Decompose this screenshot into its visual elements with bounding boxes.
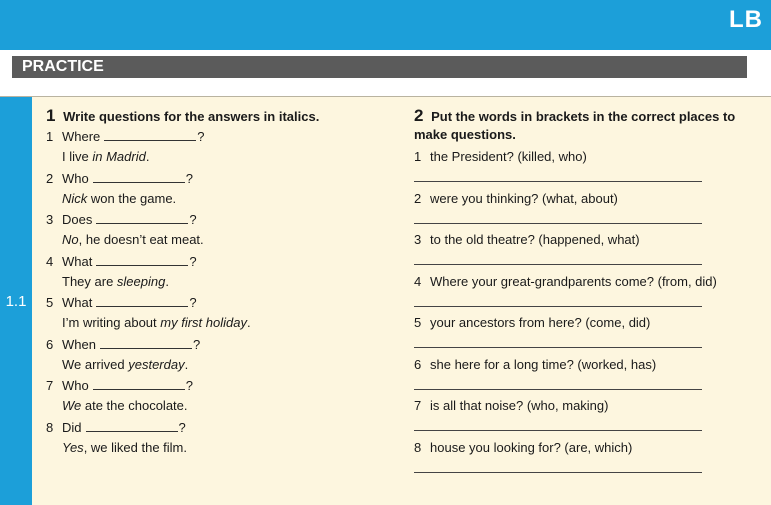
exercise-2-instruction-line2: make questions. <box>414 127 516 142</box>
answer-text-after: . <box>184 356 189 372</box>
answer-text-after: won the game. <box>87 190 177 206</box>
question-item <box>414 147 587 167</box>
exercise-2 <box>414 106 744 455</box>
item-number: 8 <box>46 419 54 435</box>
bracket-question: she here for a long time? (worked, has) <box>430 356 657 372</box>
answer-blank[interactable] <box>96 253 188 266</box>
answer-text-after: . <box>165 273 169 289</box>
question-item <box>46 127 205 147</box>
question-mark: ? <box>189 253 197 269</box>
answer-line[interactable] <box>414 389 702 390</box>
answer-text-after: ate the chocolate. <box>81 398 188 413</box>
question-mark: ? <box>192 336 201 352</box>
exercise-1-instruction: Write questions for the answers in italics. <box>63 109 320 124</box>
exercise-1-number: 1 <box>46 106 56 125</box>
question-item <box>414 355 656 375</box>
answer-text-italic: Nick <box>62 190 88 206</box>
exercise-1 <box>46 106 386 455</box>
item-number: 3 <box>46 212 54 227</box>
answer-line[interactable] <box>414 223 702 224</box>
question-mark: ? <box>178 419 186 435</box>
answer-text-after: , we liked the film. <box>83 439 188 455</box>
question-item <box>414 313 650 333</box>
answer-text-italic: in Madrid <box>92 149 146 164</box>
question-word: What <box>62 253 93 269</box>
answer-line <box>62 189 176 209</box>
question-item <box>46 210 197 230</box>
item-number: 5 <box>46 295 54 310</box>
question-item <box>414 396 608 416</box>
answer-line <box>62 313 251 333</box>
item-number: 3 <box>414 232 422 247</box>
question-item <box>414 272 717 292</box>
exercise-2-number: 2 <box>414 106 424 125</box>
item-number: 8 <box>414 439 422 455</box>
question-item <box>46 335 200 355</box>
question-word: Where <box>62 129 101 144</box>
item-number: 5 <box>414 315 422 330</box>
question-mark: ? <box>185 378 193 393</box>
bracket-question: were you thinking? (what, about) <box>430 190 618 206</box>
answer-blank[interactable] <box>93 170 185 183</box>
answer-blank[interactable] <box>96 211 188 224</box>
item-number: 2 <box>414 190 422 206</box>
answer-line <box>62 147 149 167</box>
answer-line[interactable] <box>414 306 702 307</box>
answer-text-before: I’m writing about <box>62 315 161 330</box>
question-item <box>46 418 186 438</box>
question-item <box>414 230 640 250</box>
answer-line <box>62 230 204 250</box>
exercise-1-heading <box>46 107 386 126</box>
question-item <box>414 438 632 458</box>
answer-text-before: I live <box>62 149 93 164</box>
bracket-question: your ancestors from here? (come, did) <box>430 315 651 330</box>
exercise-2-instruction-line1: Put the words in brackets in the correct places to <box>431 109 736 124</box>
answer-text-after: . <box>246 315 251 330</box>
answer-text-italic: yesterday <box>128 356 185 372</box>
item-number: 6 <box>414 356 422 372</box>
question-word: Does <box>62 212 93 227</box>
answer-line <box>62 396 188 416</box>
question-item <box>46 252 197 272</box>
answer-line[interactable] <box>414 264 702 265</box>
question-word: Who <box>62 378 89 393</box>
bracket-question: the President? (killed, who) <box>430 149 587 164</box>
item-number: 1 <box>46 129 54 144</box>
answer-line <box>62 272 169 292</box>
question-item <box>46 376 193 396</box>
question-item <box>46 169 193 189</box>
answer-text-before: We arrived <box>62 356 129 372</box>
section-title: PRACTICE <box>12 56 747 78</box>
answer-line[interactable] <box>414 472 702 473</box>
question-mark: ? <box>185 170 193 186</box>
question-word: Did <box>62 419 82 435</box>
question-word: What <box>62 295 93 310</box>
answer-line <box>62 355 188 375</box>
question-word: When <box>62 336 96 352</box>
answer-text-italic: No <box>62 232 79 247</box>
answer-line[interactable] <box>414 430 702 431</box>
bracket-question: house you looking for? (are, which) <box>430 439 633 455</box>
answer-blank[interactable] <box>93 377 185 390</box>
bracket-question: to the old theatre? (happened, what) <box>430 232 640 247</box>
question-word: Who <box>62 170 89 186</box>
exercise-2-heading <box>414 107 744 144</box>
item-number: 1 <box>414 149 422 164</box>
answer-blank[interactable] <box>100 336 192 349</box>
item-number: 4 <box>414 273 422 289</box>
answer-text-italic: my first holiday <box>160 315 247 330</box>
exercise-panel <box>0 96 771 505</box>
top-banner <box>0 0 771 50</box>
question-mark: ? <box>197 129 205 144</box>
bracket-question: is all that noise? (who, making) <box>430 398 609 413</box>
answer-text-italic: sleeping <box>116 273 166 289</box>
answer-blank[interactable] <box>96 294 188 307</box>
item-number: 2 <box>46 170 54 186</box>
item-number: 6 <box>46 336 54 352</box>
answer-text-after: . <box>145 149 150 164</box>
question-item <box>46 293 197 313</box>
question-mark: ? <box>189 212 197 227</box>
answer-line[interactable] <box>414 347 702 348</box>
lb-badge: LB <box>729 6 763 33</box>
item-number: 7 <box>414 398 422 413</box>
answer-text-after: , he doesn’t eat meat. <box>78 232 204 247</box>
answer-line[interactable] <box>414 181 702 182</box>
answer-blank[interactable] <box>104 128 196 141</box>
answer-blank[interactable] <box>86 419 178 432</box>
item-number: 4 <box>46 253 54 269</box>
section-number: 1.1 <box>5 293 27 310</box>
answer-text-italic: Yes <box>62 439 84 455</box>
answer-text-italic: We <box>62 398 82 413</box>
answer-text-before: They are <box>62 273 117 289</box>
section-sidebar <box>0 97 32 505</box>
question-mark: ? <box>189 295 197 310</box>
question-item <box>414 189 618 209</box>
item-number: 7 <box>46 378 54 393</box>
bracket-question: Where your great-grandparents come? (from, did) <box>430 273 717 289</box>
answer-line <box>62 438 187 458</box>
